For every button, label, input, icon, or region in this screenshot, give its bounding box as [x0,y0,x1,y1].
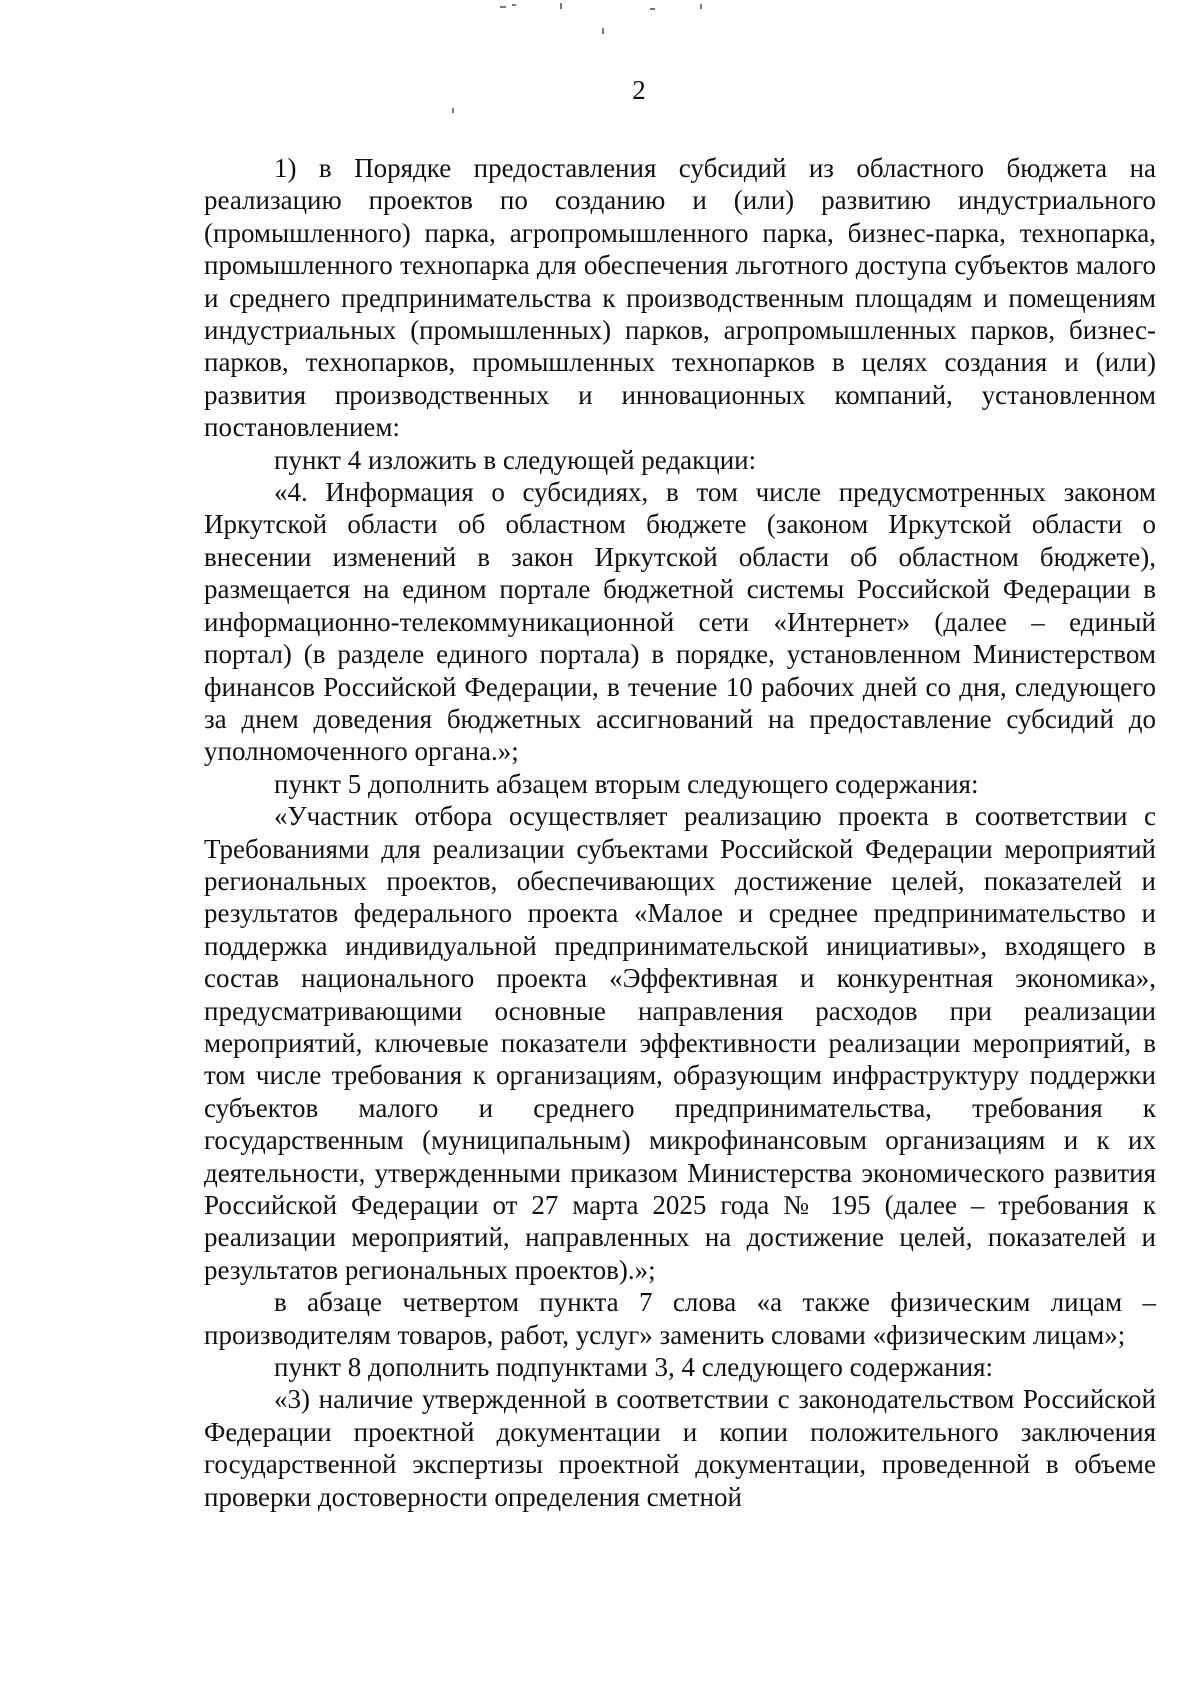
paragraph: в абзаце четвертом пункта 7 слова «а также физическим лицам – производителям товаров, работ, услуг» заменить словами «физическим лицам»; [204,1287,1156,1350]
paragraph: пункт 8 дополнить подпунктами 3, 4 следующего содержания: [274,1352,994,1383]
paragraph: «3) наличие утвержденной в соответствии с законодательством Российской Федерации проектной документации и копии положительного заключения государственной экспертизы проектной документации, проведенной в объеме проверки достоверности определения сметной [204,1384,1156,1512]
scan-artifact [700,4,702,9]
scan-artifact [650,8,655,10]
paragraph: пункт 4 изложить в следующей редакции: [274,444,757,475]
page-number: 2 [632,75,646,105]
scan-artifact [512,4,516,6]
document-body [204,152,1156,1513]
scan-artifact [560,3,562,9]
scan-artifact [452,108,454,113]
paragraph: пункт 5 дополнить абзацем вторым следующего содержания: [274,768,979,799]
paragraph: «4. Информация о субсидиях, в том числе предусмотренных законом Иркутской области об областном бюджете (законом Иркутской области о внесении изменений в закон Иркутской области об областном бюджете), размещается на едином портале бюджетной системы Российской Федерации в информационно-телекоммуникационной сети «Интернет» (далее – единый портал) (в разделе единого портала) в порядке, установленном Министерством финансов Российской Федерации, в течение 10 рабочих дней со дня, следующего за днем доведения бюджетных ассигнований на предоставление субсидий до уполномоченного органа.»; [204,477,1156,767]
paragraph: 1) в Порядке предоставления субсидий из областного бюджета на реализацию проектов по созданию и (или) развитию индустриального (промышленного) парка, агропромышленного парка, бизнес-парка, технопарка, промышленного технопарка для обеспечения льготного доступа субъектов малого и среднего предпринимательства к производственным площадям и помещениям индустриальных (промышленных) парков, агропромышленных парков, бизнес-парков, технопарков, промышленных технопарков в целях создания и (или) развития производственных и инновационных компаний, установленном постановлением: [204,153,1156,443]
scan-artifact [500,6,506,8]
paragraph: «Участник отбора осуществляет реализацию проекта в соответствии с Требованиями для реализации субъектами Российской Федерации мероприятий региональных проектов, обеспечивающих достижение целей, показателей и результатов федерального проекта «Малое и среднее предпринимательство и поддержка индивидуальной предпринимательской инициативы», входящего в состав национального проекта «Эффективная и конкурентная экономика», предусматривающими основные направления расходов при реализации мероприятий, ключевые показатели эффективности реализации мероприятий, в том числе требования к организациям, образующим инфраструктуру поддержки субъектов малого и среднего предпринимательства, требования к государственным (муниципальным) микрофинансовым организациям и к их деятельности, утвержденными приказом Министерства экономического развития Российской Федерации от 27 марта 2025 года № 195 (далее – требования к реализации мероприятий, направленных на достижение целей, показателей и результатов региональных проектов).»; [204,801,1156,1285]
scan-artifact [602,28,604,34]
